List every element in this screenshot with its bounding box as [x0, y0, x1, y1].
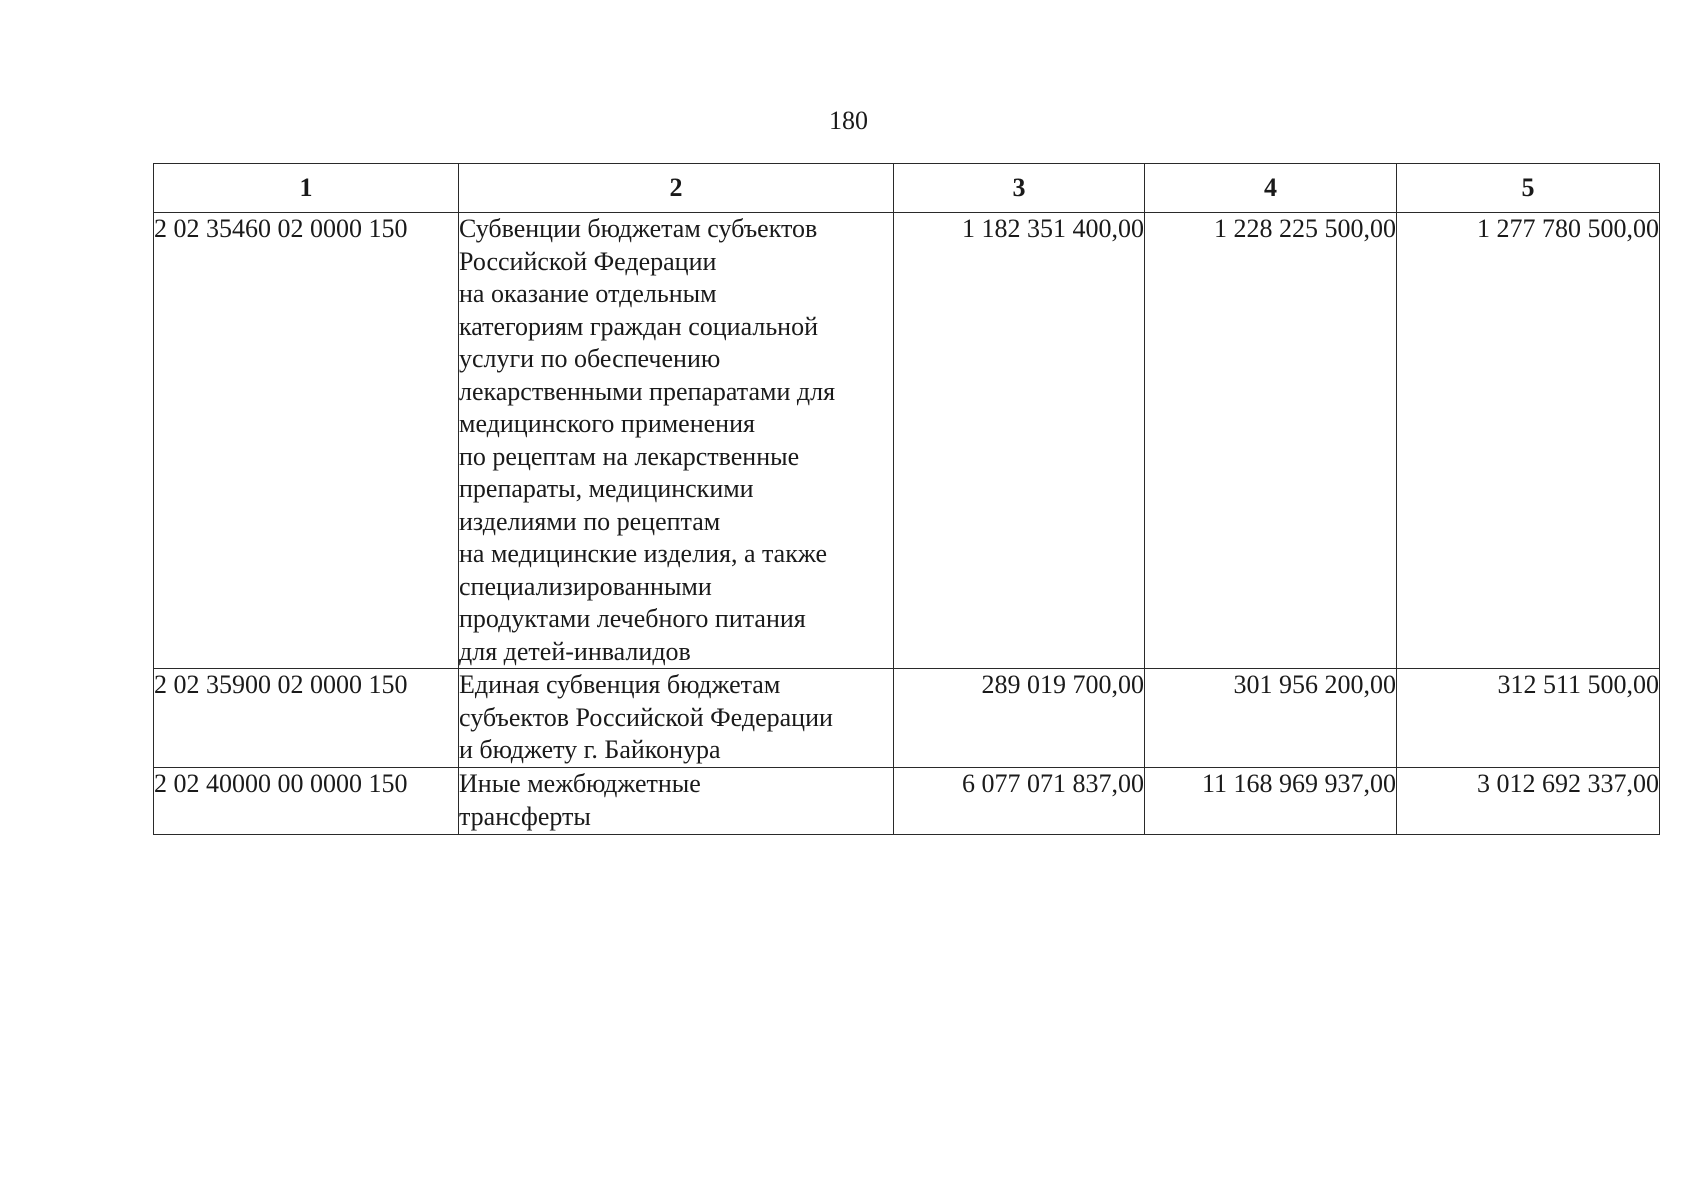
amount-col-4-cell: 11 168 969 937,00: [1145, 768, 1397, 835]
budget-code-cell: 2 02 35460 02 0000 150: [154, 213, 459, 669]
header-col-4: 4: [1145, 164, 1397, 213]
budget-code-cell: 2 02 40000 00 0000 150: [154, 768, 459, 835]
budget-name-cell: [459, 768, 894, 835]
page-number: 180: [829, 106, 868, 135]
table-row: [154, 213, 1660, 669]
amount-col-5-cell: 3 012 692 337,00: [1397, 768, 1660, 835]
amount-col-3-cell: 6 077 071 837,00: [894, 768, 1145, 835]
amount-col-3-cell: 289 019 700,00: [894, 669, 1145, 768]
header-col-3: 3: [894, 164, 1145, 213]
budget-name-text: Иные межбюджетные трансферты: [459, 769, 701, 831]
amount-col-4-cell: 301 956 200,00: [1145, 669, 1397, 768]
budget-name-cell: [459, 669, 894, 768]
amount-col-4-cell: 1 228 225 500,00: [1145, 213, 1397, 669]
amount-col-5-cell: 312 511 500,00: [1397, 669, 1660, 768]
header-row: [154, 164, 1660, 213]
amount-col-3-cell: 1 182 351 400,00: [894, 213, 1145, 669]
budget-name-text: Единая субвенция бюджетам субъектов Российской Федерации и бюджету г. Байконура: [459, 670, 833, 764]
budget-name-cell: [459, 213, 894, 669]
header-col-5: 5: [1397, 164, 1660, 213]
table-row: [154, 669, 1660, 768]
header-col-1: 1: [154, 164, 459, 213]
amount-col-5-cell: 1 277 780 500,00: [1397, 213, 1660, 669]
budget-name-text: Субвенции бюджетам субъектов Российской Федерации на оказание отдельным категориям граждан социальной услуги по обеспечению лекарственными препаратами для медицинского применения по рецептам на лекарственные препараты, медицинскими изделиями по рецептам на медицинские изделия, а также специализированными продуктами лечебного питания для детей-инвалидов: [459, 214, 836, 666]
header-col-2: 2: [459, 164, 894, 213]
budget-table: [153, 163, 1660, 835]
table-row: [154, 768, 1660, 835]
budget-code-cell: 2 02 35900 02 0000 150: [154, 669, 459, 768]
